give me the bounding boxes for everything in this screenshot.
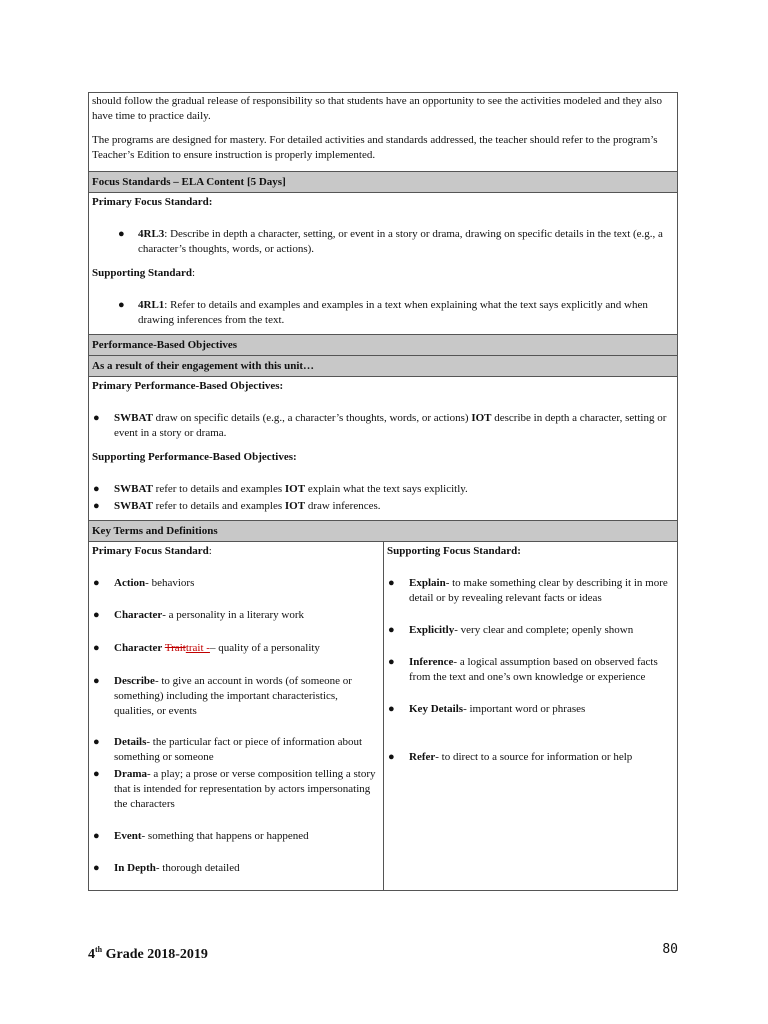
- curriculum-table: [88, 92, 678, 891]
- list-item: ● Describe- to give an account in words (of someone or something) including the important characteristics, qualities, or events: [93, 675, 352, 717]
- list-item: ● Explain- to make something clear by describing it in more detail or by revealing relevant facts or ideas: [388, 577, 668, 604]
- supporting-objectives-label: Supporting Performance-Based Objectives:: [92, 451, 297, 463]
- bullet-icon: ●: [93, 736, 100, 748]
- list-item: ● Event- something that happens or happened: [93, 830, 309, 842]
- primary-focus-label: Primary Focus Standard:: [92, 196, 213, 208]
- objectives-body: [89, 377, 677, 521]
- key-terms-columns: [89, 542, 677, 890]
- bullet-icon: ●: [93, 609, 100, 621]
- bullet-icon: ●: [93, 500, 100, 512]
- standard-code: 4RL1: [138, 299, 165, 311]
- list-item: ● Details- the particular fact or piece of information about something or someone: [93, 736, 363, 763]
- bullet-icon: ●: [93, 675, 100, 687]
- objectives-header: Performance-Based Objectives: [89, 335, 677, 356]
- list-item: ● In Depth- thorough detailed: [93, 862, 240, 874]
- supporting-terms-column: [384, 542, 677, 890]
- supporting-standard-label: Supporting Standard:: [92, 267, 196, 279]
- bullet-icon: ●: [93, 862, 100, 874]
- list-item: ● Character- a personality in a literary work: [93, 609, 304, 621]
- deleted-text: Trait: [164, 642, 186, 654]
- bullet-icon: ●: [388, 624, 395, 636]
- primary-terms-column: [89, 542, 384, 890]
- page-footer: [88, 942, 678, 962]
- inserted-text: trait -: [185, 642, 210, 654]
- standard-code: 4RL3: [138, 228, 165, 240]
- list-item: ● Drama- a play; a prose or verse composition telling a story that is intended for representation by actors impersonating the characters: [93, 768, 376, 810]
- primary-terms-label: Primary Focus Standard:: [92, 545, 212, 557]
- intro-row: [89, 93, 677, 172]
- primary-standard-list: [92, 227, 674, 257]
- primary-objectives-list: [92, 411, 674, 441]
- bullet-icon: ●: [388, 751, 395, 763]
- list-item: ● Refer- to direct to a source for information or help: [388, 751, 633, 763]
- list-item: ● Inference- a logical assumption based on observed facts from the text and one’s own knowledge or experience: [388, 656, 658, 683]
- list-item: ● SWBAT draw on specific details (e.g., a character’s thoughts, words, or actions) IOT describe in depth a character, setting or event in a story or drama.: [93, 412, 667, 439]
- bullet-icon: ●: [388, 656, 395, 668]
- list-item: ● Key Details- important word or phrases: [388, 703, 586, 715]
- intro-paragraph-1: should follow the gradual release of responsibility so that students have an opportunity to see the activities modeled and they also have time to practice daily.: [92, 95, 663, 122]
- supporting-terms-label: Supporting Focus Standard:: [387, 545, 521, 557]
- bullet-icon: ●: [93, 768, 100, 780]
- bullet-icon: ●: [93, 830, 100, 842]
- list-item: ● 4RL1: Refer to details and examples and examples in a text when explaining what the text says explicitly and when drawing inferences from the text.: [118, 299, 648, 326]
- bullet-icon: ●: [93, 642, 100, 654]
- supporting-objectives-list: [92, 482, 674, 514]
- bullet-icon: ●: [118, 228, 125, 240]
- focus-standards-header: Focus Standards – ELA Content [5 Days]: [89, 172, 677, 193]
- list-item: ● Explicitly- very clear and complete; openly shown: [388, 624, 634, 636]
- primary-objectives-label: Primary Performance-Based Objectives:: [92, 380, 284, 392]
- list-item: ● 4RL3: Describe in depth a character, setting, or event in a story or drama, drawing on specific details in the text (e.g., a character’s thoughts, words, or actions).: [118, 228, 663, 255]
- grade-year: 4th Grade 2018-2019: [88, 945, 208, 962]
- list-item: ● SWBAT refer to details and examples IOT explain what the text says explicitly.: [93, 483, 468, 495]
- page-number: 80: [662, 942, 678, 957]
- bullet-icon: ●: [93, 412, 100, 424]
- key-terms-header: Key Terms and Definitions: [89, 521, 677, 542]
- list-item: ● Character Traittrait -– quality of a personality: [93, 642, 320, 654]
- supporting-terms-list: [387, 576, 674, 765]
- list-item: ● SWBAT refer to details and examples IOT draw inferences.: [93, 500, 381, 512]
- bullet-icon: ●: [118, 299, 125, 311]
- bullet-icon: ●: [93, 577, 100, 589]
- list-item: ● Action- behaviors: [93, 577, 195, 589]
- bullet-icon: ●: [93, 483, 100, 495]
- supporting-standard-list: [92, 298, 674, 328]
- bullet-icon: ●: [388, 577, 395, 589]
- focus-standards-body: [89, 193, 677, 335]
- primary-terms-list: [92, 576, 380, 876]
- intro-paragraph-2: The programs are designed for mastery. For detailed activities and standards addressed, the teacher should refer to the program’s Teacher’s Edition to ensure instruction is properly implemented.: [92, 134, 658, 161]
- bullet-icon: ●: [388, 703, 395, 715]
- objectives-subheader: As a result of their engagement with this unit…: [89, 356, 677, 377]
